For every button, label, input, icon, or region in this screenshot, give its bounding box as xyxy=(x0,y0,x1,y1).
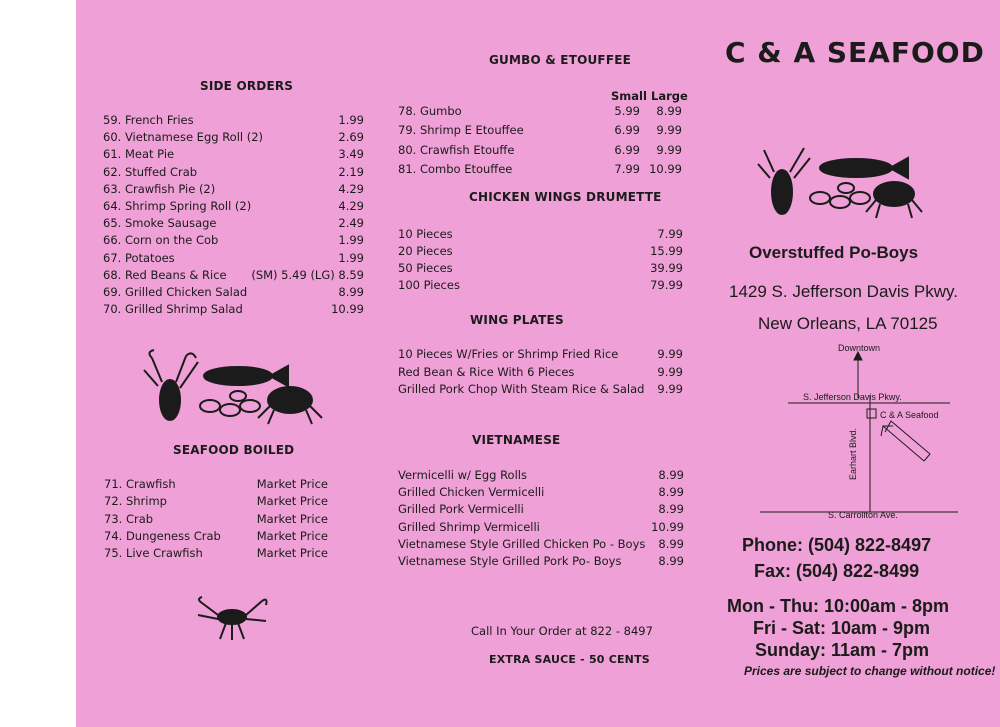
menu-item-price-small: 7.99 xyxy=(614,161,640,176)
gumbo-title: GUMBO & ETOUFFEE xyxy=(489,53,632,67)
menu-item-price: 9.99 xyxy=(657,382,683,396)
address-line-2: New Orleans, LA 70125 xyxy=(758,314,938,333)
menu-item-price: 7.99 xyxy=(657,227,683,241)
menu-item-price-small: 5.99 xyxy=(614,104,640,118)
price-note: Prices are subject to change without notice! xyxy=(744,664,996,678)
seafood-illustration-icon xyxy=(140,348,330,430)
menu-item-name: 81. Combo Etouffee xyxy=(398,161,513,176)
menu-item-name: 80. Crawfish Etouffe xyxy=(398,142,515,157)
map-store-label: C & A Seafood xyxy=(880,410,939,420)
menu-item-price: 3.49 xyxy=(338,147,364,162)
menu-item-name: 79. Shrimp E Etouffee xyxy=(398,123,524,138)
menu-item-name: Red Bean & Rice With 6 Pieces xyxy=(398,364,575,379)
map-downtown-label: Downtown xyxy=(838,343,881,353)
menu-item-price: Market Price xyxy=(256,546,328,561)
menu-item-name: 70. Grilled Shrimp Salad xyxy=(103,302,243,317)
map-street-top-label: S. Jefferson Davis Pkwy. xyxy=(803,392,902,402)
menu-item-price-large: 9.99 xyxy=(656,123,682,138)
menu-item-name: 78. Gumbo xyxy=(398,104,462,118)
menu-item-name: Grilled Pork Chop With Steam Rice & Salad xyxy=(398,382,645,396)
menu-item-price: 8.99 xyxy=(658,536,684,551)
menu-item-name: 64. Shrimp Spring Roll (2) xyxy=(103,199,252,213)
tagline: Overstuffed Po-Boys xyxy=(749,243,919,262)
menu-item-name: 74. Dungeness Crab xyxy=(104,528,221,543)
menu-item-name: 62. Stuffed Crab xyxy=(103,164,198,179)
menu-item-name: 75. Live Crawfish xyxy=(104,546,203,561)
menu-item-name: 69. Grilled Chicken Salad xyxy=(103,285,248,299)
seafood-boiled-title: SEAFOOD BOILED xyxy=(173,443,295,457)
side-orders-title: SIDE ORDERS xyxy=(200,79,294,93)
menu-item-price: Market Price xyxy=(256,511,328,526)
menu-item-name: 67. Potatoes xyxy=(103,250,175,265)
menu-item-price: 39.99 xyxy=(650,261,683,275)
menu-item-price-small: 6.99 xyxy=(614,123,640,138)
hours-mon-thu: Mon - Thu: 10:00am - 8pm xyxy=(727,596,950,616)
restaurant-name: C & A SEAFOOD xyxy=(725,36,985,69)
menu-item-name: Vietnamese Style Grilled Chicken Po - Boys xyxy=(398,536,646,551)
hours-sunday: Sunday: 11am - 7pm xyxy=(755,640,930,660)
menu-item-name: 72. Shrimp xyxy=(104,494,167,509)
map-side-street-label: Earhart Blvd. xyxy=(848,427,858,480)
map-street-bottom-label: S. Carrollton Ave. xyxy=(828,510,898,520)
menu-item-price: (SM) 5.49 (LG) 8.59 xyxy=(251,267,364,282)
menu-item-price: 1.99 xyxy=(338,113,364,127)
menu-item-price: Market Price xyxy=(256,477,328,491)
menu-item-name: 10 Pieces W/Fries or Shrimp Fried Rice xyxy=(398,347,619,361)
menu-item-price: 8.99 xyxy=(658,485,684,500)
menu-item-price: 79.99 xyxy=(650,278,683,292)
menu-item-name: 63. Crawfish Pie (2) xyxy=(103,181,216,196)
seafood-logo-icon xyxy=(756,146,928,222)
crawfish-icon xyxy=(192,595,270,643)
location-map xyxy=(750,340,990,525)
call-order-text: Call In Your Order at 822 - 8497 xyxy=(471,624,653,638)
menu-item-price: Market Price xyxy=(256,494,328,509)
wing-plates-title: WING PLATES xyxy=(470,313,564,327)
menu-item-name: Grilled Pork Vermicelli xyxy=(398,502,524,517)
col-large-header: Large xyxy=(651,89,688,103)
menu-item-price: 8.99 xyxy=(658,468,684,482)
menu-item-name: 65. Smoke Sausage xyxy=(103,216,217,231)
vietnamese-title: VIETNAMESE xyxy=(472,433,561,447)
menu-item-price: 9.99 xyxy=(657,347,683,361)
menu-item-name: 50 Pieces xyxy=(398,261,453,275)
menu-item-price: 2.69 xyxy=(338,130,364,145)
menu-item-price: 1.99 xyxy=(338,250,364,265)
menu-item-price-large: 10.99 xyxy=(649,161,682,176)
menu-item-name: Vietnamese Style Grilled Pork Po- Boys xyxy=(398,554,622,568)
extra-sauce-text: EXTRA SAUCE - 50 CENTS xyxy=(489,653,650,666)
menu-item-name: 71. Crawfish xyxy=(104,477,176,491)
menu-item-price-small: 6.99 xyxy=(614,142,640,157)
menu-item-price: 4.29 xyxy=(338,199,364,213)
address-line-1: 1429 S. Jefferson Davis Pkwy. xyxy=(729,282,958,301)
menu-item-name: 68. Red Beans & Rice xyxy=(103,267,227,282)
menu-item-name: 59. French Fries xyxy=(103,113,194,127)
menu-item-price: 1.99 xyxy=(338,233,364,248)
menu-item-name: 66. Corn on the Cob xyxy=(103,233,219,248)
menu-item-price: 8.99 xyxy=(658,554,684,568)
menu-item-name: Grilled Chicken Vermicelli xyxy=(398,485,545,500)
fax-number: Fax: (504) 822-8499 xyxy=(754,561,920,581)
menu-item-price: 8.99 xyxy=(338,285,364,299)
phone-number: Phone: (504) 822-8497 xyxy=(742,535,932,555)
menu-item-price-large: 9.99 xyxy=(656,142,682,157)
menu-item-price: 4.29 xyxy=(338,181,364,196)
menu-item-price: 2.19 xyxy=(338,164,364,179)
menu-item-name: 61. Meat Pie xyxy=(103,147,175,162)
menu-item-name: 10 Pieces xyxy=(398,227,453,241)
menu-item-name: 100 Pieces xyxy=(398,278,460,292)
menu-item-price-large: 8.99 xyxy=(656,104,682,118)
col-small-header: Small xyxy=(611,89,647,103)
menu-item-price: 15.99 xyxy=(650,244,683,258)
menu-item-price: 10.99 xyxy=(331,302,364,317)
menu-item-name: 60. Vietnamese Egg Roll (2) xyxy=(103,130,264,145)
menu-item-price: Market Price xyxy=(256,528,328,543)
hours-fri-sat: Fri - Sat: 10am - 9pm xyxy=(753,618,931,638)
menu-item-price: 2.49 xyxy=(338,216,364,231)
menu-item-price: 9.99 xyxy=(657,364,683,379)
menu-item-price: 8.99 xyxy=(658,502,684,517)
wings-title: CHICKEN WINGS DRUMETTE xyxy=(469,190,662,204)
menu-item-name: 73. Crab xyxy=(104,511,154,526)
menu-item-name: Vermicelli w/ Egg Rolls xyxy=(398,468,527,482)
menu-item-name: Grilled Shrimp Vermicelli xyxy=(398,519,540,534)
menu-item-price: 10.99 xyxy=(651,519,684,534)
menu-item-name: 20 Pieces xyxy=(398,244,453,258)
